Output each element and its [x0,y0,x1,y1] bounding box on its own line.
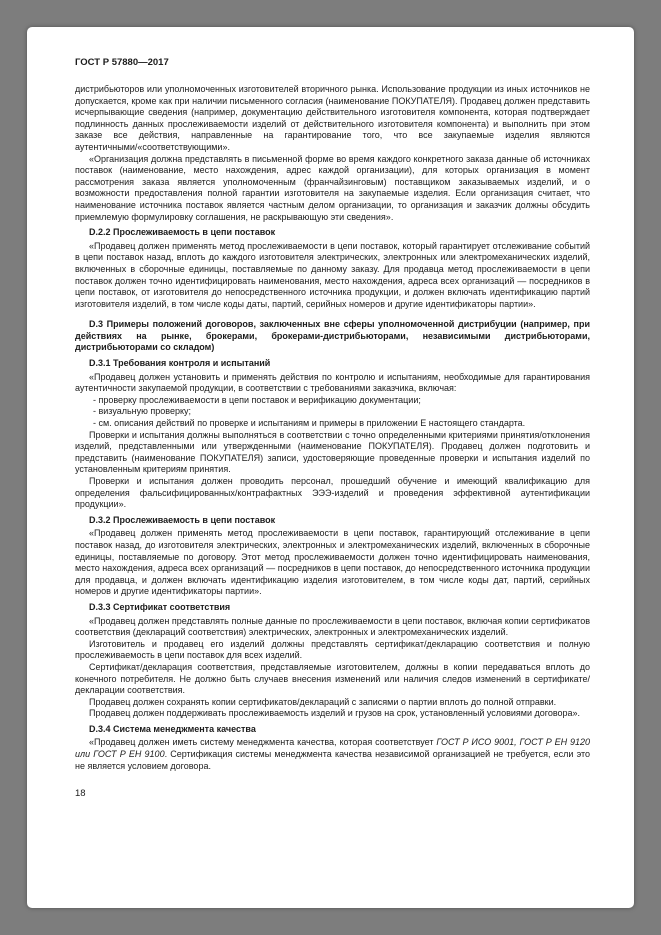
list-item: - проверку прослеживаемости в цепи поставок и верификацию документации; [93,394,421,405]
paragraph: Изготовитель и продавец его изделий должны представлять сертификат/декларацию соответствия и полную прослеживаемость в цепи поставок для всех изделий. [75,638,590,661]
running-header: ГОСТ Р 57880—2017 [75,57,169,68]
list-item: - см. описания действий по проверке и испытаниям и примеры в приложении Е настоящего стандарта. [93,418,526,429]
paragraph: дистрибьюторов или уполномоченных изготовителей вторичного рынка. Использование продукции из иных источников не допускается, кроме как при наличии письменного согласия (наименование ПОКУПАТЕЛЯ). Продавец должен представить исчерпывающие сведения (например, документацию действительного изготовителя компонента, которая подтверждает подлинность данных прослеживаемости изделий от действительного изготовителя компонента) и выполнить при этом заказе все действия, направленные на гарантирование того, что все закупаемые изделия являются аутентичными/«соответствующими». [75,84,590,152]
paragraph: «Продавец должен установить и применять действия по контролю и испытаниям, необходимые для гарантирования аутентичности закупаемой продукции, в соответствии с требованиями заказчика, включая: [75,371,590,394]
paragraph: Проверки и испытания должен проводить персонал, прошедший обучение и имеющий квалификацию для определения фальсифицированных/контрафактных ЭЭЭ-изделий и проведения эффективной аутентификации продукции». [75,476,590,510]
section-heading-d-3-2: D.3.2 Прослеживаемость в цепи поставок [89,514,276,525]
page-content [75,84,590,772]
paragraph: «Организация должна представлять в письменной форме во время каждого конкретного заказа данные об источниках поставок (наименование, место нахождения, адрес каждой организации), для которых организация в момент рассмотрения заказа является уполномоченным (франчайзинговым) поставщиком заказываемых изделий, и о возможности предоставления полной гарантии изготовителя на закупаемые изделия. Если организация считает, что наименование источника поставок является частным делом организации, то организация и заказчик должны обсудить приемлемую формулировку соглашения, не раскрывающую эти сведения». [75,153,590,222]
paragraph: Продавец должен поддерживать прослеживаемость изделий и грузов на срок, установленный условиями договора». [89,708,581,719]
section-heading-d-3-3: D.3.3 Сертификат соответствия [89,601,231,612]
section-heading-d-3: D.3 Примеры положений договоров, заключенных вне сферы уполномоченной дистрибуции (например, при действиях на рынке, брокерами, брокерами-дистрибьюторами, независимыми дистрибьюторами, дистрибьюторами со складом) [75,319,590,353]
section-heading-d-2-2: D.2.2 Прослеживаемость в цепи поставок [89,227,276,238]
paragraph [75,737,590,772]
section-heading-d-3-4: D.3.4 Система менеджмента качества [89,723,256,734]
paragraph: Сертификат/декларация соответствия, представляемые изготовителем, должны в копии передаваться вплоть до конечного потребителя. Не должно быть случаев внесения изменений или наличия следов изменений в сертификате/декларации соответствия. [75,661,590,696]
list-item: - визуальную проверку; [93,406,192,417]
paragraph-text: «Продавец должен иметь систему менеджмента качества, которая соответствует [89,737,437,748]
page-number: 18 [75,788,86,800]
paragraph: «Продавец должен применять метод прослеживаемости в цепи поставок, гарантирующий отслеживание в цепи поставок назад, до изготовителя электрических, электронных и электромеханических изделий, включенных в сборочные единицы, поставляемые по договору. Этот метод прослеживаемости должен точно идентифицировать наименования, место нахождения, адреса всех организаций — посредников в цепи поставок, до непосредственного источника продукции для продавца, и должен включать идентификацию изделия изготовителем, в том числе коды дат, партий, серийных номеров и другие идентификаторы партии». [75,528,590,597]
paragraph-text: . Сертификация системы менеджмента качества независимой организацией не требуется, если это не является условием договора. [75,749,590,771]
paragraph: «Продавец должен применять метод прослеживаемости в цепи поставок, который гарантирует отслеживание событий в цепи поставок назад, вплоть до каждого изготовителя электрических, электронных или электромеханических изделий, включенных в сборочные единицы, поставляемые по данному заказу. Для продавца метод прослеживаемости в цепи поставок должен точно идентифицировать наименования, место нахождения, адреса всех организаций — посредников в цепи поставок, от изготовителя до непосредственного источника продукции, и должен включать идентификацию партий изготовителя изделий, в том числе коды даты, партий, серийных номеров и другие идентификаторы партии». [75,240,590,309]
paragraph: Проверки и испытания должны выполняться в соответствии с точно определенными критериями принятия/отклонения изделий, представленными или утвержденными (наименование ПОКУПАТЕЛЯ). Продавец должен подготовить и представить (наименование ПОКУПАТЕЛЯ) записи, удостоверяющие проведенные проверки и испытания изделий по установленным критериям принятия. [75,429,590,475]
paragraph: «Продавец должен представлять полные данные по прослеживаемости в цепи поставок, включая копии сертификатов соответствия (деклараций соответствия) электрических, электронных и электромеханических изделий. [75,615,590,638]
document-page [27,27,634,908]
paragraph: Продавец должен сохранять копии сертификатов/деклараций с записями о партии вплоть до полной отправки. [89,696,557,707]
section-heading-d-3-1: D.3.1 Требования контроля и испытаний [89,358,271,369]
standard-references-italic: ГОСТ Р ИСО 9001, ГОСТ Р ЕН 9120 или ГОСТ Р ЕН 9100 [75,737,591,760]
